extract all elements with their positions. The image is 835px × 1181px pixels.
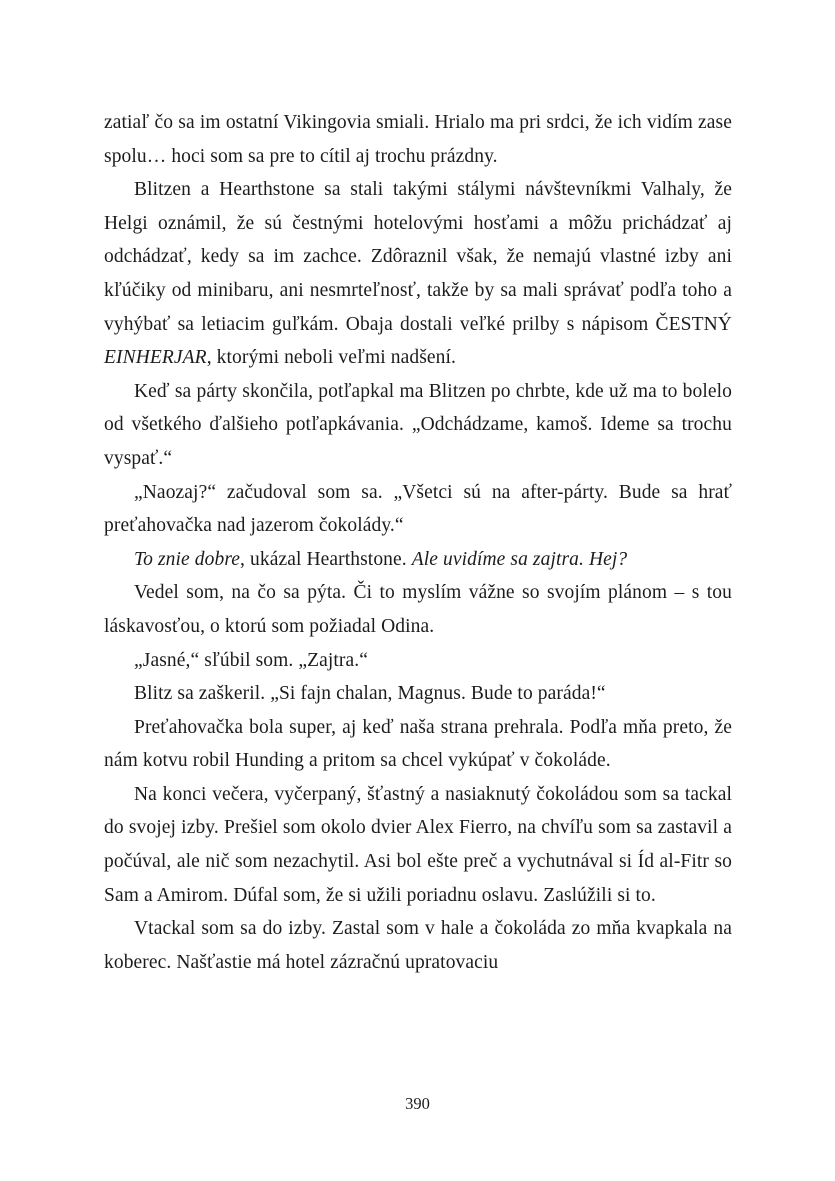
text-run: „Jasné,“ sľúbil som. „Zajtra.“ [134,649,369,671]
paragraph [104,644,732,678]
paragraph [104,778,732,912]
text-run: Vedel som, na čo sa pýta. Či to myslím vážne so svojím plánom – s tou láskavosťou, o ktorú som požiadal Odina. [104,582,732,637]
page-number: 390 [405,1094,430,1113]
paragraph [104,543,732,577]
text-run: Na konci večera, vyčerpaný, šťastný a nasiaknutý čokoládou som sa tackal do svojej izby. Prešiel som okolo dvier Alex Fierro, na chvíľu som sa zastavil a počúval, ale nič som nezachytil. Asi bol ešte preč a vychutnával si Íd al-Fitr so Sam a Amirom. Dúfal som, že si užili poriadnu oslavu. Zaslúžili si to. [104,783,732,906]
paragraph [104,476,732,543]
paragraph [104,677,732,711]
text-run: Vtackal som sa do izby. Zastal som v hale a čokoláda zo mňa kvapkala na koberec. Našťastie má hotel zázračnú upratovaciu [104,918,732,973]
paragraph [104,711,732,778]
paragraph [104,173,732,375]
text-column [104,106,732,979]
text-run: Blitzen a Hearthstone sa stali takými stálymi návštevníkmi Valhaly, že Helgi oznámil, že sú čestnými hotelovými hosťami a môžu prichádzať aj odchádzať, kedy sa im zachce. Zdôraznil však, že nemajú vlastné izby ani kľúčiky od minibaru, ani nesmrteľnosť, takže by sa mali správať podľa toho a vyhýbať sa letiacim guľkám. Obaja dostali veľké prilby s nápisom ČESTNÝ [104,179,732,335]
text-run-italic: EINHERJAR [104,347,207,369]
text-run-italic: Ale uvidíme sa zajtra. Hej? [411,548,628,570]
paragraph [104,106,732,173]
paragraph [104,576,732,643]
text-run: Keď sa párty skončila, potľapkal ma Blitzen po chrbte, kde už ma to bolelo od všetkého ďalšieho potľapkávania. „Odchádzame, kamoš. Ideme sa trochu vyspať.“ [104,380,732,469]
paragraph [104,912,732,979]
paragraph [104,375,732,476]
text-run: Blitz sa zaškeril. „Si fajn chalan, Magnus. Bude to paráda!“ [134,683,606,705]
text-run-italic: To znie dobre [134,548,241,570]
text-run: , ukázal Hearthstone. [240,548,412,570]
text-run: „Naozaj?“ začudoval som sa. „Všetci sú na after-párty. Bude sa hrať preťahovačka nad jazerom čokolády.“ [104,481,732,537]
text-run: Preťahovačka bola super, aj keď naša strana prehrala. Podľa mňa preto, že nám kotvu robil Hunding a pritom sa chcel vykúpať v čokoláde. [104,716,732,772]
text-run: , ktorými neboli veľmi nadšení. [206,347,457,369]
text-run: zatiaľ čo sa im ostatní Vikingovia smiali. Hrialo ma pri srdci, že ich vidím zase spolu… hoci som sa pre to cítil aj trochu prázdny. [104,112,732,167]
